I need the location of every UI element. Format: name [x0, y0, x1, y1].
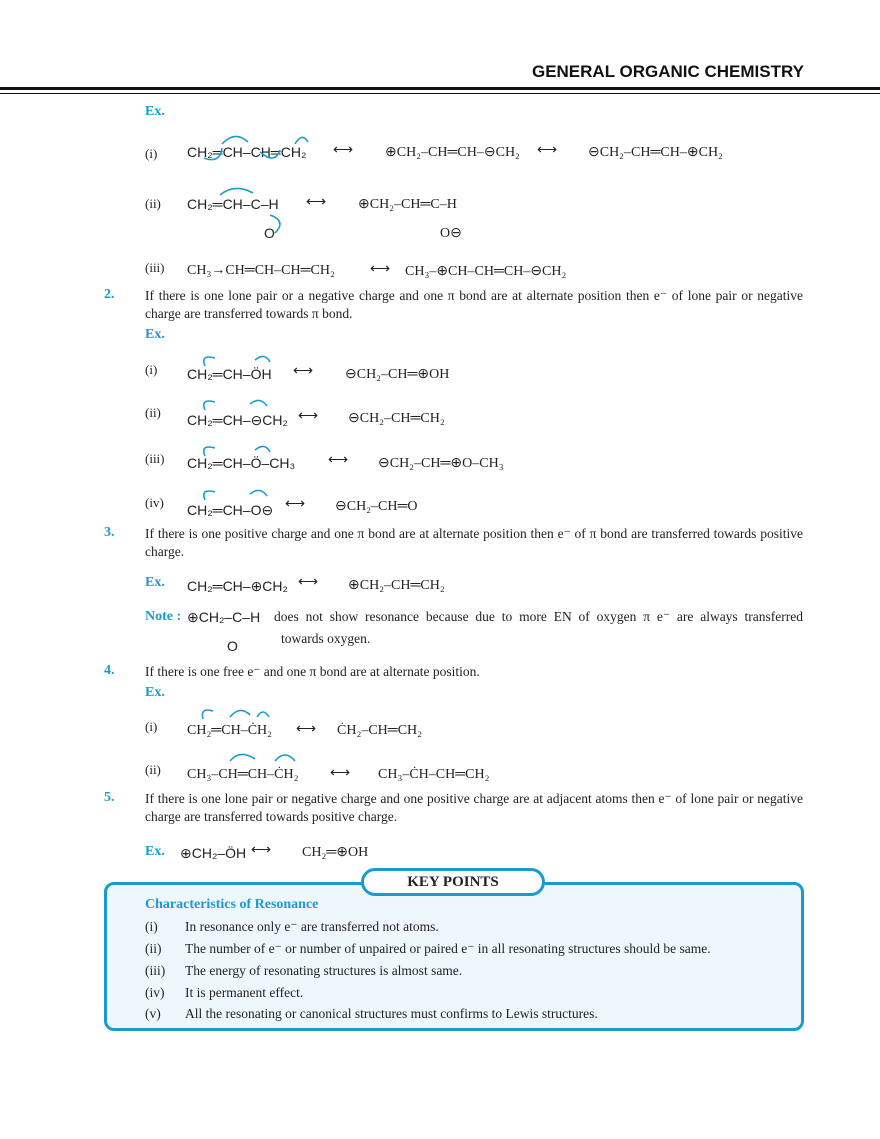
resonance-arrow: ⟷	[330, 766, 351, 781]
item-label: (iv)	[145, 495, 164, 510]
section-number: 4.	[104, 663, 115, 678]
section-text: If there is one positive charge and one π bond are at alternate position then e⁻ of π bond are transferred towards positive charge.	[145, 526, 803, 559]
resonance-arrow: ⟷	[293, 364, 314, 379]
page-header-title: GENERAL ORGANIC CHEMISTRY	[531, 62, 804, 81]
note-text-cont: towards oxygen.	[281, 631, 371, 646]
resonance-arrow: ⟷	[333, 143, 354, 158]
resonance-arrow: ⟷	[285, 497, 306, 512]
key-points-title: KEY POINTS	[361, 868, 545, 896]
section-number: 2.	[104, 287, 115, 302]
key-point-number: (i)	[145, 919, 158, 934]
resonance-oxygen: O⊖	[440, 226, 462, 241]
key-point-text: The number of e⁻ or number of unpaired or paired e⁻ in all resonating structures should be same.	[185, 941, 711, 956]
resonance-arrow: ⟷	[298, 409, 319, 424]
reactant-formula: CH₃→CH═CH–CH═CH₂	[187, 263, 335, 278]
key-point-number: (ii)	[145, 941, 162, 956]
reactant-formula: CH₂═CH–⊖CH₂	[187, 412, 288, 428]
reactant-formula: CH₂═CH–ÖH	[187, 366, 272, 382]
curved-arrow-icon	[195, 705, 315, 770]
header-rule-thin	[0, 93, 880, 94]
section-text: If there is one lone pair or a negative charge and one π bond are at alternate position then e⁻ of lone pair or negative charge are transferred towards π bond.	[145, 288, 803, 321]
reactant-formula: CH₃–CH═CH–ĊH₂	[187, 767, 299, 782]
key-point-text: The energy of resonating structures is almost same.	[185, 963, 463, 978]
reactant-formula: ⊕CH₂–ÖH	[180, 845, 247, 861]
resonance-arrow: ⟷	[328, 453, 349, 468]
key-point-text: In resonance only e⁻ are transferred not atoms.	[185, 919, 439, 934]
resonance-structure: CH₂═⊕OH	[302, 845, 369, 860]
resonance-arrow: ⟷	[298, 575, 319, 590]
key-point-number: (iv)	[145, 985, 165, 1000]
resonance-arrow: ⟷	[537, 143, 558, 158]
reactant-formula: CH₂═CH–C–H	[187, 196, 279, 212]
key-point-text: It is permanent effect.	[185, 985, 304, 1000]
curved-arrow-icon	[195, 352, 285, 512]
reactant-formula: CH₂═CH–Ö–CH₃	[187, 455, 296, 471]
reactant-formula: CH₂═CH–CH═CH₂	[187, 144, 307, 160]
note-formula: ⊕CH₂–C–H	[187, 609, 261, 625]
resonance-structure: CH₃–⊕CH–CH═CH–⊖CH₂	[405, 264, 567, 279]
reactant-formula: CH₂═CH–ĊH₂	[187, 723, 273, 738]
resonance-structure: ⊕CH₂–CH═C–H	[358, 197, 457, 212]
curved-arrow-icon	[215, 183, 295, 238]
resonance-structure: ⊖CH₂–CH═CH–⊕CH₂	[588, 145, 723, 160]
example-label: Ex.	[145, 575, 165, 590]
resonance-arrow: ⟷	[296, 722, 317, 737]
item-label: (iii)	[145, 451, 165, 466]
resonance-structure: ⊖CH₂–CH═⊕OH	[345, 367, 450, 382]
item-label: (ii)	[145, 762, 161, 777]
resonance-arrow: ⟷	[370, 262, 391, 277]
reactant-formula: CH₂═CH–⊕CH₂	[187, 578, 288, 594]
resonance-arrow: ⟷	[306, 195, 327, 210]
note-label: Note :	[145, 609, 182, 624]
item-label: (ii)	[145, 405, 161, 420]
key-point-number: (v)	[145, 1006, 161, 1021]
note-oxygen: O	[227, 638, 238, 654]
example-label: Ex.	[145, 327, 165, 342]
section-text: If there is one free e⁻ and one π bond are at alternate position.	[145, 664, 480, 679]
curved-arrow-icon	[190, 130, 330, 170]
section-number: 5.	[104, 790, 115, 805]
item-label: (ii)	[145, 196, 161, 211]
key-point-number: (iii)	[145, 963, 166, 978]
item-label: (i)	[145, 719, 158, 734]
resonance-structure: ⊖CH₂–CH═⊕O–CH₃	[378, 456, 504, 471]
resonance-structure: ĊH₂–CH═CH₂	[337, 723, 423, 738]
item-label: (iii)	[145, 260, 165, 275]
resonance-structure: ⊕CH₂–CH═CH₂	[348, 578, 445, 593]
item-label: (i)	[145, 362, 158, 377]
example-label: Ex.	[145, 685, 165, 700]
section-text: If there is one lone pair or negative charge and one positive charge are at adjacent atoms then e⁻ of lone pair or negative charge are transferred towards positive charge.	[145, 791, 803, 824]
reactant-formula: CH₂═CH–O⊖	[187, 502, 274, 518]
key-points-heading: Characteristics of Resonance	[145, 897, 319, 912]
section-number: 3.	[104, 525, 115, 540]
resonance-structure: CH₃–ĊH–CH═CH₂	[378, 767, 490, 782]
resonance-structure: ⊖CH₂–CH═CH₂	[348, 411, 445, 426]
reactant-oxygen: O	[264, 225, 275, 241]
example-label: Ex.	[145, 104, 165, 119]
item-label: (i)	[145, 146, 158, 161]
example-label: Ex.	[145, 844, 165, 859]
resonance-structure: ⊕CH₂–CH═CH–⊖CH₂	[385, 145, 520, 160]
header-rule	[0, 87, 880, 90]
note-text: does not show resonance because due to more EN of oxygen π e⁻ are always transferred	[274, 609, 803, 624]
resonance-arrow: ⟷	[251, 843, 272, 858]
key-point-text: All the resonating or canonical structures must confirms to Lewis structures.	[185, 1006, 598, 1021]
resonance-structure: ⊖CH₂–CH═O	[335, 499, 418, 514]
